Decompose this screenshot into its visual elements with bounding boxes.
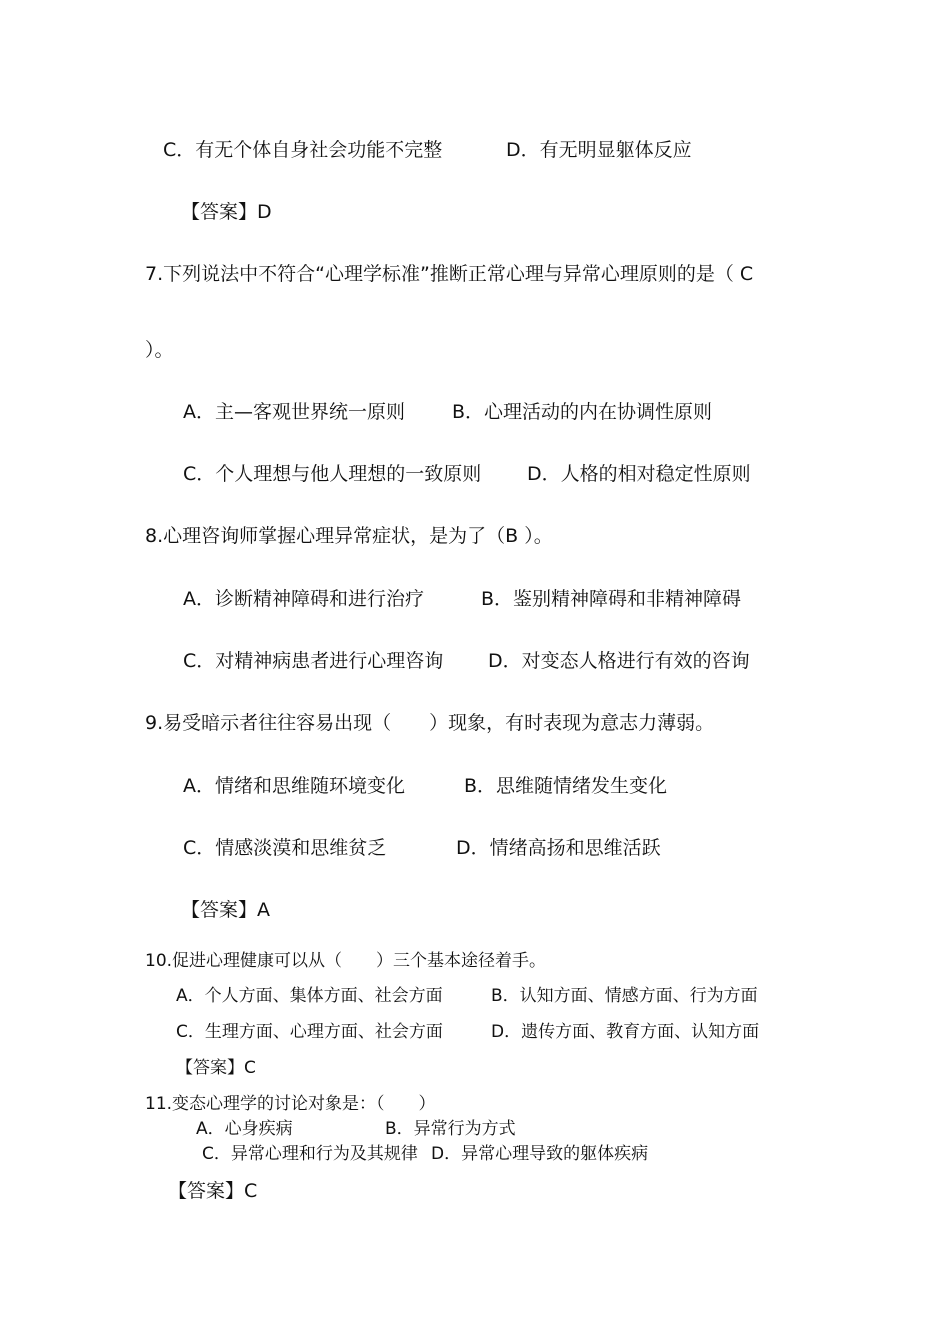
q8-option-a: A．诊断精神障碍和进行治疗 [183,588,424,610]
q7-stem-continued: ）。 [145,339,174,361]
q10-option-a: A．个人方面、集体方面、社会方面 [176,986,443,1006]
q8-option-b: B．鉴别精神障碍和非精神障碍 [481,588,742,610]
prev-question-answer: 【答案】D [181,201,272,223]
q8-stem: 8.心理咨询师掌握心理异常症状，是为了（B ）。 [145,525,553,547]
q7-option-c: C．个人理想与他人理想的一致原则 [183,463,482,485]
q9-option-d: D．情绪高扬和思维活跃 [456,837,661,859]
q11-option-a: A．心身疾病 [196,1119,293,1139]
q7-option-d: D．人格的相对稳定性原则 [527,463,751,485]
q10-option-d: D．遗传方面、教育方面、认知方面 [491,1022,760,1042]
q8-option-d: D．对变态人格进行有效的咨询 [488,650,750,672]
q11-answer: 【答案】C [168,1180,258,1202]
q11-option-d: D．异常心理导致的躯体疾病 [431,1144,649,1164]
q9-answer: 【答案】A [181,899,270,921]
q7-option-a: A．主—客观世界统一原则 [183,401,405,423]
q11-stem: 11.变态心理学的讨论对象是：（ ） [145,1094,436,1114]
q10-option-c: C．生理方面、心理方面、社会方面 [176,1022,443,1042]
q7-option-b: B．心理活动的内在协调性原则 [452,401,713,423]
q9-stem: 9.易受暗示者往往容易出现（ ）现象，有时表现为意志力薄弱。 [145,712,715,734]
q8-option-c: C．对精神病患者进行心理咨询 [183,650,444,672]
q7-stem: 7.下列说法中不符合“心理学标准”推断正常心理与异常心理原则的是（ C [145,263,754,285]
prev-question-option-d: D．有无明显躯体反应 [506,139,692,161]
q11-option-c: C．异常心理和行为及其规律 [202,1144,418,1164]
q10-answer: 【答案】C [176,1058,256,1078]
q11-option-b: B．异常行为方式 [385,1119,516,1139]
q9-option-c: C．情感淡漠和思维贫乏 [183,837,387,859]
prev-question-option-c: C．有无个体自身社会功能不完整 [163,139,443,161]
q9-option-a: A．情绪和思维随环境变化 [183,775,405,797]
q10-option-b: B．认知方面、情感方面、行为方面 [491,986,758,1006]
q10-stem: 10.促进心理健康可以从（ ）三个基本途径着手。 [145,951,547,971]
q9-option-b: B．思维随情绪发生变化 [464,775,668,797]
